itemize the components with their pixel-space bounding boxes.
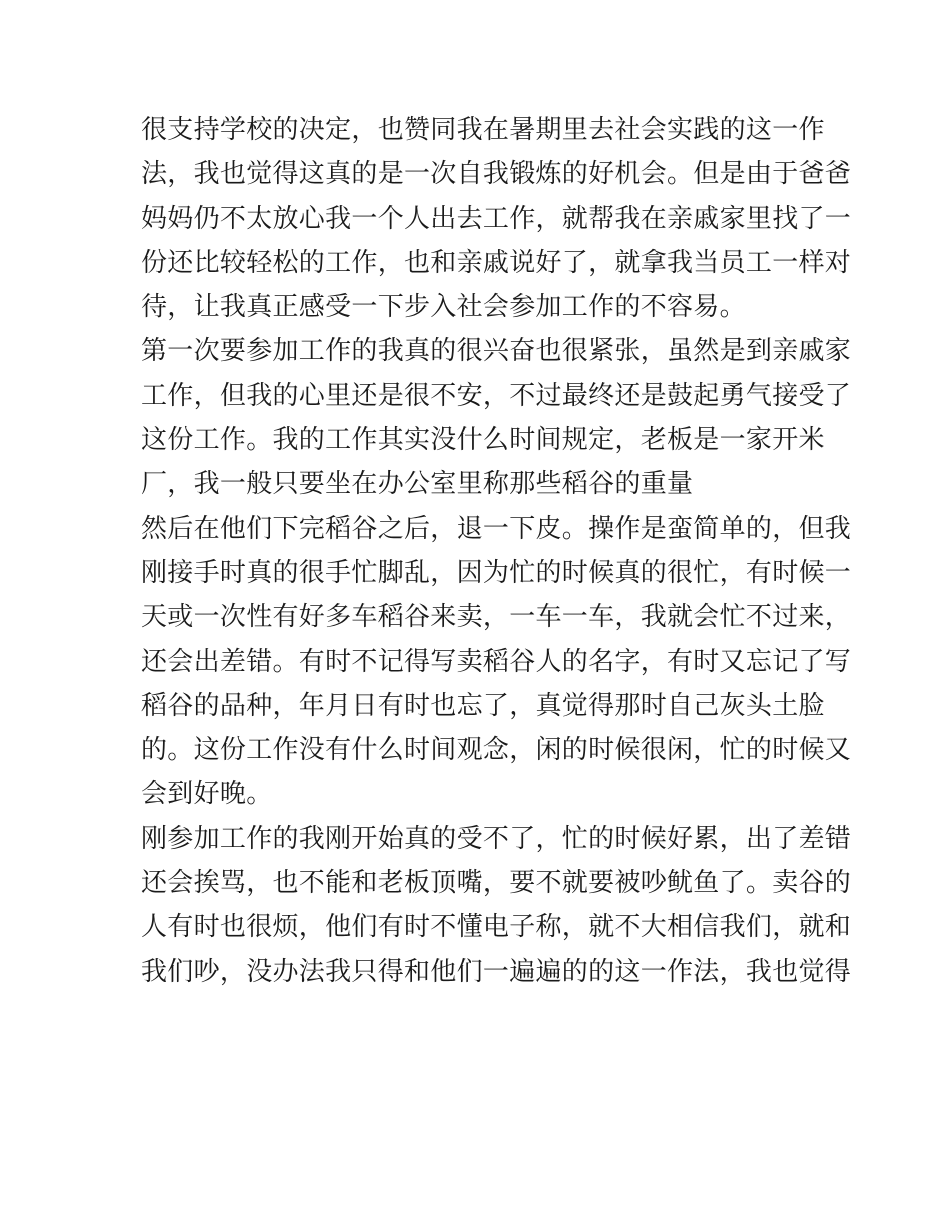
- body-text: [141, 108, 852, 994]
- text-line: 刚接手时真的很手忙脚乱，因为忙的时候真的很忙，有时候一: [141, 557, 852, 588]
- text-line: 天或一次性有好多车稻谷来卖，一车一车，我就会忙不过来，: [141, 602, 852, 633]
- text-line: 然后在他们下完稻谷之后，退一下皮。操作是蛮简单的，但我: [141, 513, 852, 544]
- text-line: 我们吵，没办法我只得和他们一遍遍的的这一作法，我也觉得: [141, 956, 852, 987]
- text-line: 很支持学校的决定，也赞同我在暑期里去社会实践的这一作: [141, 115, 825, 145]
- text-line: 第一次要参加工作的我真的很兴奋也很紧张，虽然是到亲戚家: [141, 336, 852, 367]
- text-line: 法，我也觉得这真的是一次自我锻炼的好机会。但是由于爸爸: [141, 159, 852, 190]
- text-line: 待，让我真正感受一下步入社会参加工作的不容易。: [141, 292, 746, 323]
- text-line: 厂，我一般只要坐在办公室里称那些稻谷的重量: [141, 469, 694, 500]
- text-line: 稻谷的品种，年月日有时也忘了，真觉得那时自己灰头土脸: [141, 690, 825, 721]
- text-line: 刚参加工作的我刚开始真的受不了，忙的时候好累，出了差错: [141, 823, 852, 854]
- text-line: 人有时也很烦，他们有时不懂电子称，就不大相信我们，就和: [141, 912, 852, 943]
- text-line: 会到好晚。: [141, 779, 273, 810]
- text-line: 工作，但我的心里还是很不安，不过最终还是鼓起勇气接受了: [141, 380, 852, 411]
- text-line: 这份工作。我的工作其实没什么时间规定，老板是一家开米: [141, 425, 825, 456]
- text-line: 妈妈仍不太放心我一个人出去工作，就帮我在亲戚家里找了一: [141, 203, 852, 234]
- text-line: 还会挨骂，也不能和老板顶嘴，要不就要被吵鱿鱼了。卖谷的: [141, 868, 852, 899]
- text-line: 份还比较轻松的工作，也和亲戚说好了，就拿我当员工一样对: [141, 247, 852, 278]
- text-line: 的。这份工作没有什么时间观念，闲的时候很闲，忙的时候又: [141, 735, 852, 766]
- text-line: 还会出差错。有时不记得写卖稻谷人的名字，有时又忘记了写: [141, 646, 852, 677]
